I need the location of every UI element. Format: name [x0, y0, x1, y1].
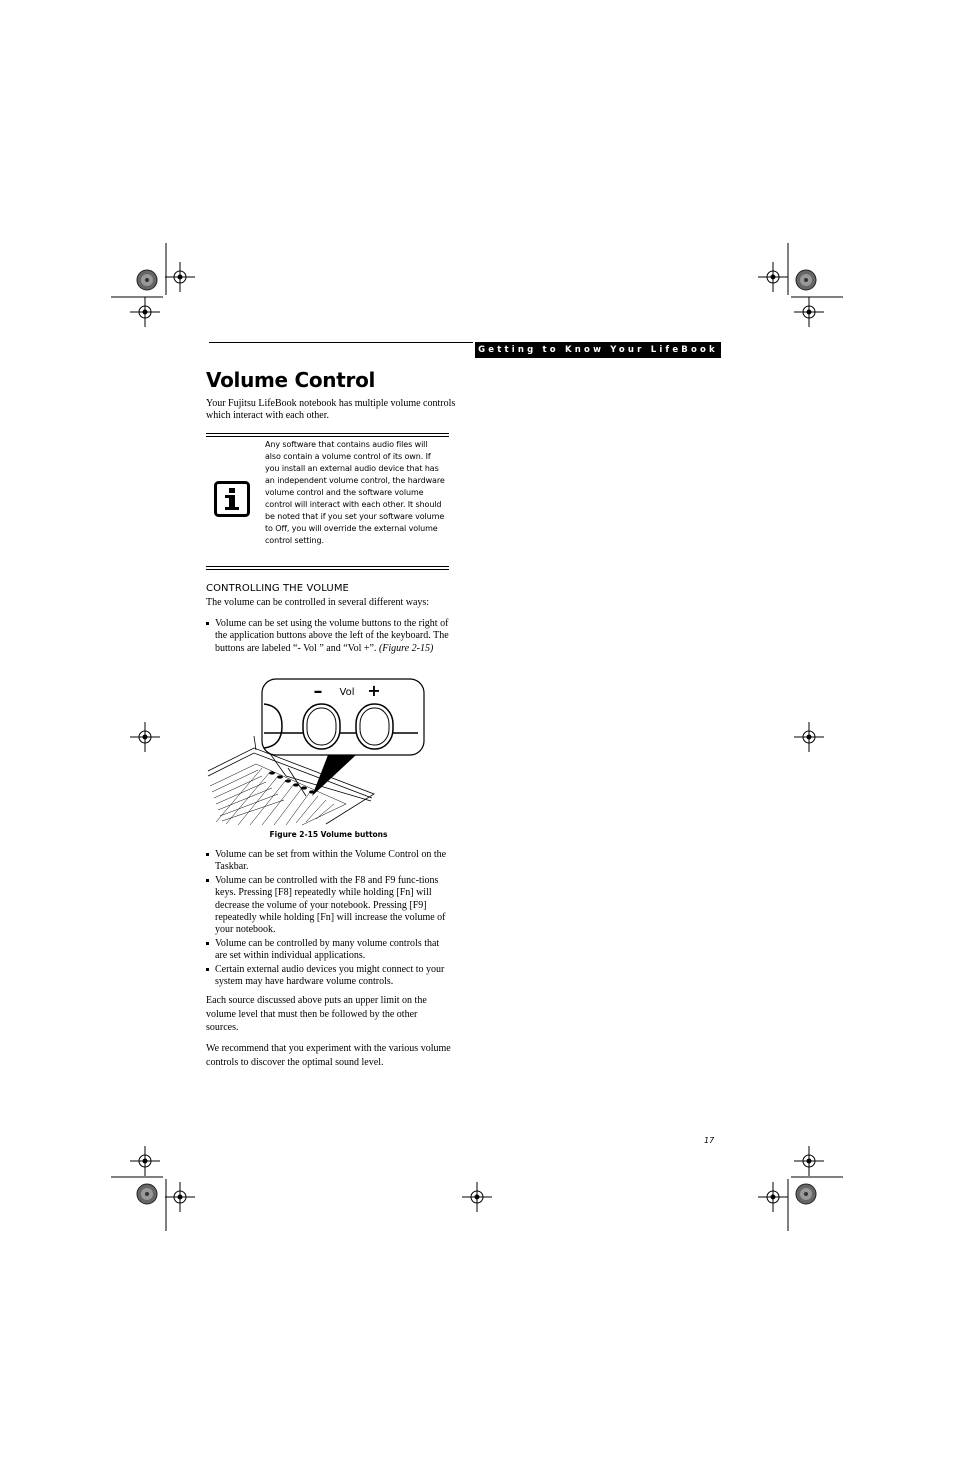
info-icon: [214, 481, 250, 517]
list-item: [206, 964, 452, 989]
section-intro: The volume can be controlled in several different ways:: [206, 597, 430, 608]
paragraph-source-limit: Each source discussed above puts an upper limit on the volume level that must then be followed by the other sources.: [206, 995, 427, 1033]
bullet-text: Volume can be set from within the Volume Control on the Taskbar.: [215, 849, 447, 873]
note-top-rule: [206, 433, 449, 437]
bullet-text: Volume can be set using the volume buttons to the right of the application buttons above the left of the keyboard. The buttons are labeled “- Vol ” and “Vol +”.: [215, 618, 449, 654]
volume-buttons-figure: [206, 676, 451, 826]
note-text: Any software that contains audio files will also contain a volume control of its own. If you install an external audio device that has an independent volume control, the hardware volume control and the software volume control will interact with each other. It should be noted that if you set your software volume to Off, you will override the external volume control setting.: [265, 440, 445, 545]
note-bottom-rule: [206, 566, 449, 570]
vol-up-button: [356, 704, 393, 749]
vol-down-button: [303, 704, 340, 749]
bullet-text: Volume can be controlled by many volume controls that are set within individual applications.: [215, 937, 440, 962]
header-rule: [209, 342, 473, 343]
intro-paragraph: Your Fujitsu LifeBook notebook has multiple volume controls which interact with each other.: [206, 398, 456, 422]
bullet-mark: [206, 942, 209, 945]
list-item: [206, 938, 452, 963]
bullet-list-2: [206, 849, 452, 989]
chapter-header: Getting to Know Your LifeBook: [475, 342, 721, 358]
plus-label: +: [367, 681, 381, 700]
list-item: [206, 618, 452, 655]
bullet-text: Certain external audio devices you might connect to your system may have hardware volume controls.: [215, 963, 445, 988]
list-item: [206, 849, 452, 874]
bullet-list-1: [206, 618, 452, 656]
paragraph-recommendation: We recommend that you experiment with the various volume controls to discover the optimal sound level.: [206, 1043, 451, 1068]
bullet-mark: [206, 853, 209, 856]
section-heading: CONTROLLING THE VOLUME: [206, 583, 349, 594]
minus-label: –: [313, 681, 323, 702]
page-title: Volume Control: [206, 368, 376, 392]
bullet-mark: [206, 968, 209, 971]
bullet-text: Volume can be controlled with the F8 and F9 func-tions keys. Pressing [F8] repeatedly while holding [Fn] will decrease the volume of your notebook. Pressing [F9] repeatedly while holding [Fn] will increase the volume of your notebook.: [215, 874, 446, 936]
bullet-mark: [206, 622, 209, 625]
page-number: 17: [704, 1136, 715, 1145]
figure-reference: (Figure 2-15): [378, 642, 434, 654]
list-item: [206, 875, 452, 937]
figure-caption: Figure 2-15 Volume buttons: [269, 830, 388, 839]
bullet-mark: [206, 879, 209, 882]
vol-label: Vol: [339, 687, 355, 698]
